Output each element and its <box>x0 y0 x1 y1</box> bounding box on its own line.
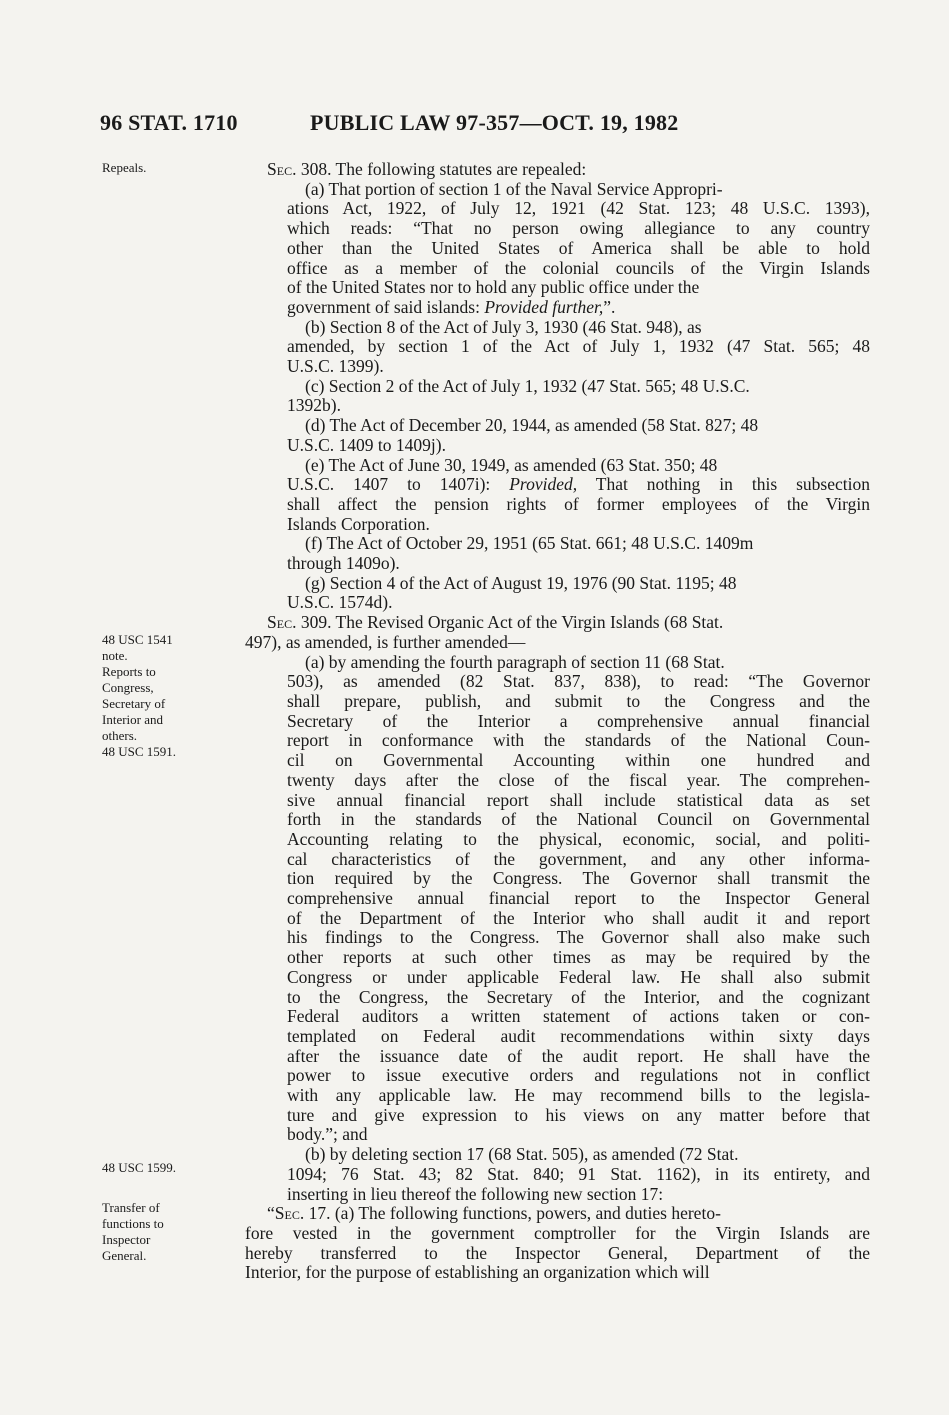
paragraph <box>245 298 870 318</box>
text-line: templated on Federal audit recommendations within sixty days <box>287 1025 870 1046</box>
paragraph <box>245 416 870 436</box>
margin-note-line: Secretary of <box>102 696 166 711</box>
text-line: Secretary of the Interior a comprehensive annual financial <box>287 710 870 731</box>
paragraph <box>245 396 870 416</box>
margin-note-line: Reports to <box>102 664 156 679</box>
public-law-title: PUBLIC LAW 97-357—OCT. 19, 1982 <box>310 110 679 135</box>
text-line: (a) That portion of section 1 of the Naval Service Appropri- <box>305 178 723 199</box>
paragraph <box>245 456 870 476</box>
text-line: other than the United States of America shall be able to hold <box>287 237 870 258</box>
margin-note-line: Repeals. <box>102 160 147 175</box>
text-line: (g) Section 4 of the Act of August 19, 1976 (90 Stat. 1195; 48 <box>305 572 737 593</box>
text-line: office as a member of the colonial councils of the Virgin Islands <box>287 257 870 278</box>
text-line: twenty days after the close of the fiscal year. The comprehen- <box>287 769 870 790</box>
paragraph <box>245 377 870 397</box>
paragraph <box>245 1165 870 1204</box>
margin-note-line: 48 USC 1591. <box>102 744 177 759</box>
margin-note-line: 48 USC 1599. <box>102 1160 177 1175</box>
paragraph <box>245 613 870 633</box>
paragraph <box>245 1204 870 1224</box>
margin-note-line: others. <box>102 728 138 743</box>
paragraph <box>245 475 870 534</box>
text-line: through 1409o). <box>287 553 400 574</box>
text-line: amended, by section 1 of the Act of July 1, 1932 (47 Stat. 565; 48 <box>287 336 870 357</box>
text-line: forth in the standards of the National Council on Governmental <box>287 809 870 830</box>
text-line: (e) The Act of June 30, 1949, as amended (63 Stat. 350; 48 <box>305 454 718 475</box>
text-line: U.S.C. 1399). <box>287 356 384 377</box>
paragraph <box>245 337 870 376</box>
margin-note-line: 48 USC 1541 <box>102 632 173 647</box>
paragraph <box>245 180 870 200</box>
text-line: tion required by the Congress. The Governor shall transmit the <box>287 868 870 889</box>
text-line: 497), as amended, is further amended— <box>245 631 526 652</box>
text-line: his findings to the Congress. The Governor shall also make such <box>287 927 870 948</box>
paragraph <box>245 160 870 180</box>
margin-note-line: Inspector <box>102 1232 151 1247</box>
margin-note-line: Interior and <box>102 712 164 727</box>
text-line: of the United States nor to hold any public office under the <box>287 277 700 298</box>
text-line: Accounting relating to the physical, economic, social, and politi- <box>287 828 870 849</box>
paragraph <box>245 1145 870 1165</box>
body-text <box>245 160 870 1283</box>
paragraph <box>245 554 870 574</box>
text-line: Sec. 308. The following statutes are repealed: <box>267 159 587 179</box>
paragraph <box>245 574 870 594</box>
text-line: (d) The Act of December 20, 1944, as amended (58 Stat. 827; 48 <box>305 415 759 436</box>
text-line: “Sec. 17. (a) The following functions, powers, and duties hereto- <box>267 1203 721 1224</box>
text-line: (c) Section 2 of the Act of July 1, 1932 (47 Stat. 565; 48 U.S.C. <box>305 375 750 396</box>
text-line: comprehensive annual financial report to the Inspector General <box>287 888 870 909</box>
margin-note-line: Congress, <box>102 680 154 695</box>
text-line: government of said islands: Provided further,”. <box>287 296 616 317</box>
margin-note <box>102 160 222 176</box>
text-line: hereby transferred to the Inspector General, Department of the <box>245 1242 870 1263</box>
text-line: 1094; 76 Stat. 43; 82 Stat. 840; 91 Stat. 1162), in its entirety, and <box>287 1163 870 1184</box>
text-line: Federal auditors a written statement of actions taken or con- <box>287 1006 870 1027</box>
margin-note <box>102 1160 222 1176</box>
paragraph <box>245 593 870 613</box>
text-line: after the issuance date of the audit report. He shall have the <box>287 1045 870 1066</box>
text-line: sive annual financial report shall include statistical data as set <box>287 789 870 810</box>
text-line: with any applicable law. He may recommend bills to the legisla- <box>287 1085 870 1106</box>
statute-page-reference: 96 STAT. 1710 <box>100 110 238 135</box>
text-line: body.”; and <box>287 1124 368 1145</box>
paragraph <box>245 318 870 338</box>
text-line: to the Congress, the Secretary of the Interior, and the cognizant <box>287 986 870 1007</box>
paragraph <box>245 633 870 653</box>
text-line: report in conformance with the standards of the National Coun- <box>287 730 870 751</box>
paragraph <box>245 199 870 298</box>
margin-note <box>102 1200 222 1264</box>
paragraph <box>245 534 870 554</box>
text-line: Congress or under applicable Federal law. He shall also submit <box>287 966 870 987</box>
text-line: U.S.C. 1409 to 1409j). <box>287 434 446 455</box>
text-line: fore vested in the government comptroller for the Virgin Islands are <box>245 1222 870 1243</box>
paragraph <box>245 653 870 673</box>
text-line: ations Act, 1922, of July 12, 1921 (42 Stat. 123; 48 U.S.C. 1393), <box>287 198 870 219</box>
paragraph <box>245 672 870 1145</box>
text-line: cal characteristics of the government, and any other informa- <box>287 848 870 869</box>
text-line: inserting in lieu thereof the following new section 17: <box>287 1183 664 1204</box>
paragraph <box>245 1224 870 1283</box>
text-line: U.S.C. 1574d). <box>287 592 393 613</box>
text-line: shall affect the pension rights of former employees of the Virgin <box>287 493 870 514</box>
text-line: ture and give expression to his views on any matter before that <box>287 1104 870 1125</box>
margin-note-line: functions to <box>102 1216 164 1231</box>
text-line: (a) by amending the fourth paragraph of section 11 (68 Stat. <box>305 651 725 672</box>
text-line: (b) by deleting section 17 (68 Stat. 505), as amended (72 Stat. <box>305 1144 739 1165</box>
text-line: power to issue executive orders and regulations not in conflict <box>287 1065 870 1086</box>
margin-note-line: General. <box>102 1248 147 1263</box>
text-line: 1392b). <box>287 395 341 416</box>
text-line: cil on Governmental Accounting within one hundred and <box>287 750 870 771</box>
text-line: Islands Corporation. <box>287 513 430 534</box>
margin-note-line: Transfer of <box>102 1200 160 1215</box>
margin-note-line: note. <box>102 648 128 663</box>
margin-note <box>102 632 222 760</box>
text-line: other reports at such other times as may be required by the <box>287 947 870 968</box>
text-line: (f) The Act of October 29, 1951 (65 Stat. 661; 48 U.S.C. 1409m <box>305 533 754 554</box>
text-line: Interior, for the purpose of establishing an organization which will <box>245 1262 710 1283</box>
text-line: Sec. 309. The Revised Organic Act of the Virgin Islands (68 Stat. <box>267 612 724 633</box>
text-line: (b) Section 8 of the Act of July 3, 1930 (46 Stat. 948), as <box>305 316 702 337</box>
text-line: U.S.C. 1407 to 1407i): Provided, That nothing in this subsection <box>287 474 870 495</box>
text-line: 503), as amended (82 Stat. 837, 838), to read: “The Governor <box>287 671 870 692</box>
text-line: of the Department of the Interior who shall audit it and report <box>287 907 870 928</box>
text-line: shall prepare, publish, and submit to the Congress and the <box>287 690 870 711</box>
page-header <box>100 110 860 140</box>
text-line: which reads: “That no person owing allegiance to any country <box>287 218 870 239</box>
paragraph <box>245 436 870 456</box>
